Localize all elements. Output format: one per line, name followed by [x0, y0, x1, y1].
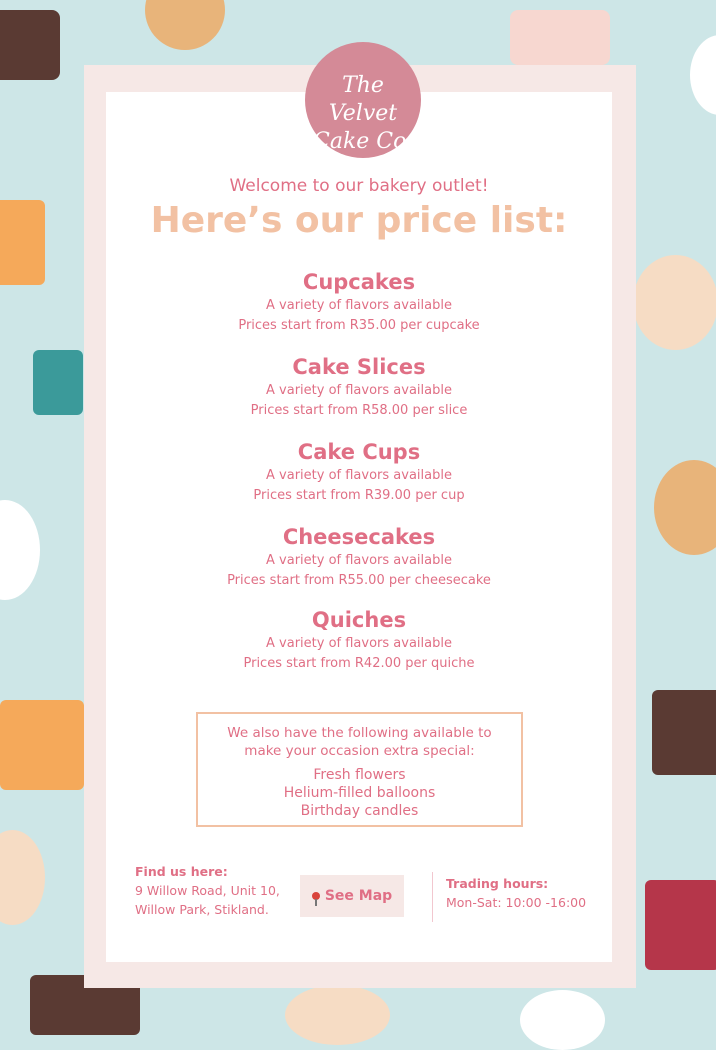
- category-title: Quiches: [311, 608, 407, 632]
- address-line-2: Willow Park, Stikland.: [135, 902, 269, 917]
- trading-hours-label: Trading hours:: [446, 876, 549, 891]
- cupcake-decoration: [520, 990, 605, 1050]
- category-title: Cake Cups: [297, 440, 421, 464]
- cake-decoration: [33, 350, 83, 415]
- cake-decoration: [0, 700, 84, 790]
- category-cake-cups: [106, 438, 612, 506]
- category-title: Cheesecakes: [282, 525, 436, 549]
- see-map-label: See Map: [324, 888, 393, 904]
- extras-item: Helium-filled balloons: [283, 785, 436, 801]
- category-desc: A variety of flavors available: [266, 636, 452, 651]
- extras-intro-2: make your occasion extra special:: [244, 743, 475, 759]
- category-cupcakes: [106, 268, 612, 336]
- cupcake-decoration: [0, 830, 45, 925]
- see-map-button[interactable]: [300, 875, 404, 917]
- category-price: Prices start from R35.00 per cupcake: [238, 318, 480, 333]
- category-cake-slices: [106, 353, 612, 421]
- category-quiches: [106, 606, 612, 674]
- brand-logo: [305, 42, 421, 158]
- cupcake-decoration: [654, 460, 716, 555]
- logo-line-1: The Velvet: [328, 73, 398, 126]
- hours-block: [446, 874, 586, 912]
- welcome-text: Welcome to our bakery outlet!: [229, 176, 489, 196]
- category-desc: A variety of flavors available: [266, 468, 452, 483]
- cupcake-decoration: [285, 985, 390, 1045]
- category-price: Prices start from R58.00 per slice: [250, 403, 468, 418]
- address-block: [135, 862, 280, 919]
- address-line-1: 9 Willow Road, Unit 10,: [135, 883, 280, 898]
- cake-decoration: [510, 10, 610, 65]
- footer-divider: [432, 872, 433, 922]
- category-desc: A variety of flavors available: [266, 298, 452, 313]
- category-cheesecakes: [106, 523, 612, 591]
- extras-item: Fresh flowers: [313, 767, 406, 783]
- cake-decoration: [0, 10, 60, 80]
- find-us-label: Find us here:: [135, 864, 228, 879]
- cupcake-decoration: [145, 0, 225, 50]
- cake-decoration: [0, 200, 45, 285]
- category-title: Cake Slices: [292, 355, 426, 379]
- page-title: Here’s our price list:: [150, 200, 568, 241]
- cupcake-decoration: [690, 35, 716, 115]
- category-price: Prices start from R42.00 per quiche: [243, 656, 475, 671]
- category-desc: A variety of flavors available: [266, 383, 452, 398]
- category-desc: A variety of flavors available: [266, 553, 452, 568]
- map-pin-icon: [312, 892, 320, 900]
- category-title: Cupcakes: [302, 270, 416, 294]
- extras-intro-1: We also have the following available to: [227, 725, 492, 741]
- category-price: Prices start from R55.00 per cheesecake: [227, 573, 491, 588]
- trading-hours: Mon-Sat: 10:00 -16:00: [446, 895, 587, 910]
- cake-decoration: [652, 690, 716, 775]
- cupcake-decoration: [633, 255, 716, 350]
- extras-item: Birthday candles: [300, 803, 419, 819]
- cupcake-decoration: [0, 500, 40, 600]
- category-price: Prices start from R39.00 per cup: [253, 488, 465, 503]
- cake-decoration: [645, 880, 716, 970]
- logo-line-2: Cake Co.: [313, 129, 413, 154]
- extras-box: [196, 712, 523, 827]
